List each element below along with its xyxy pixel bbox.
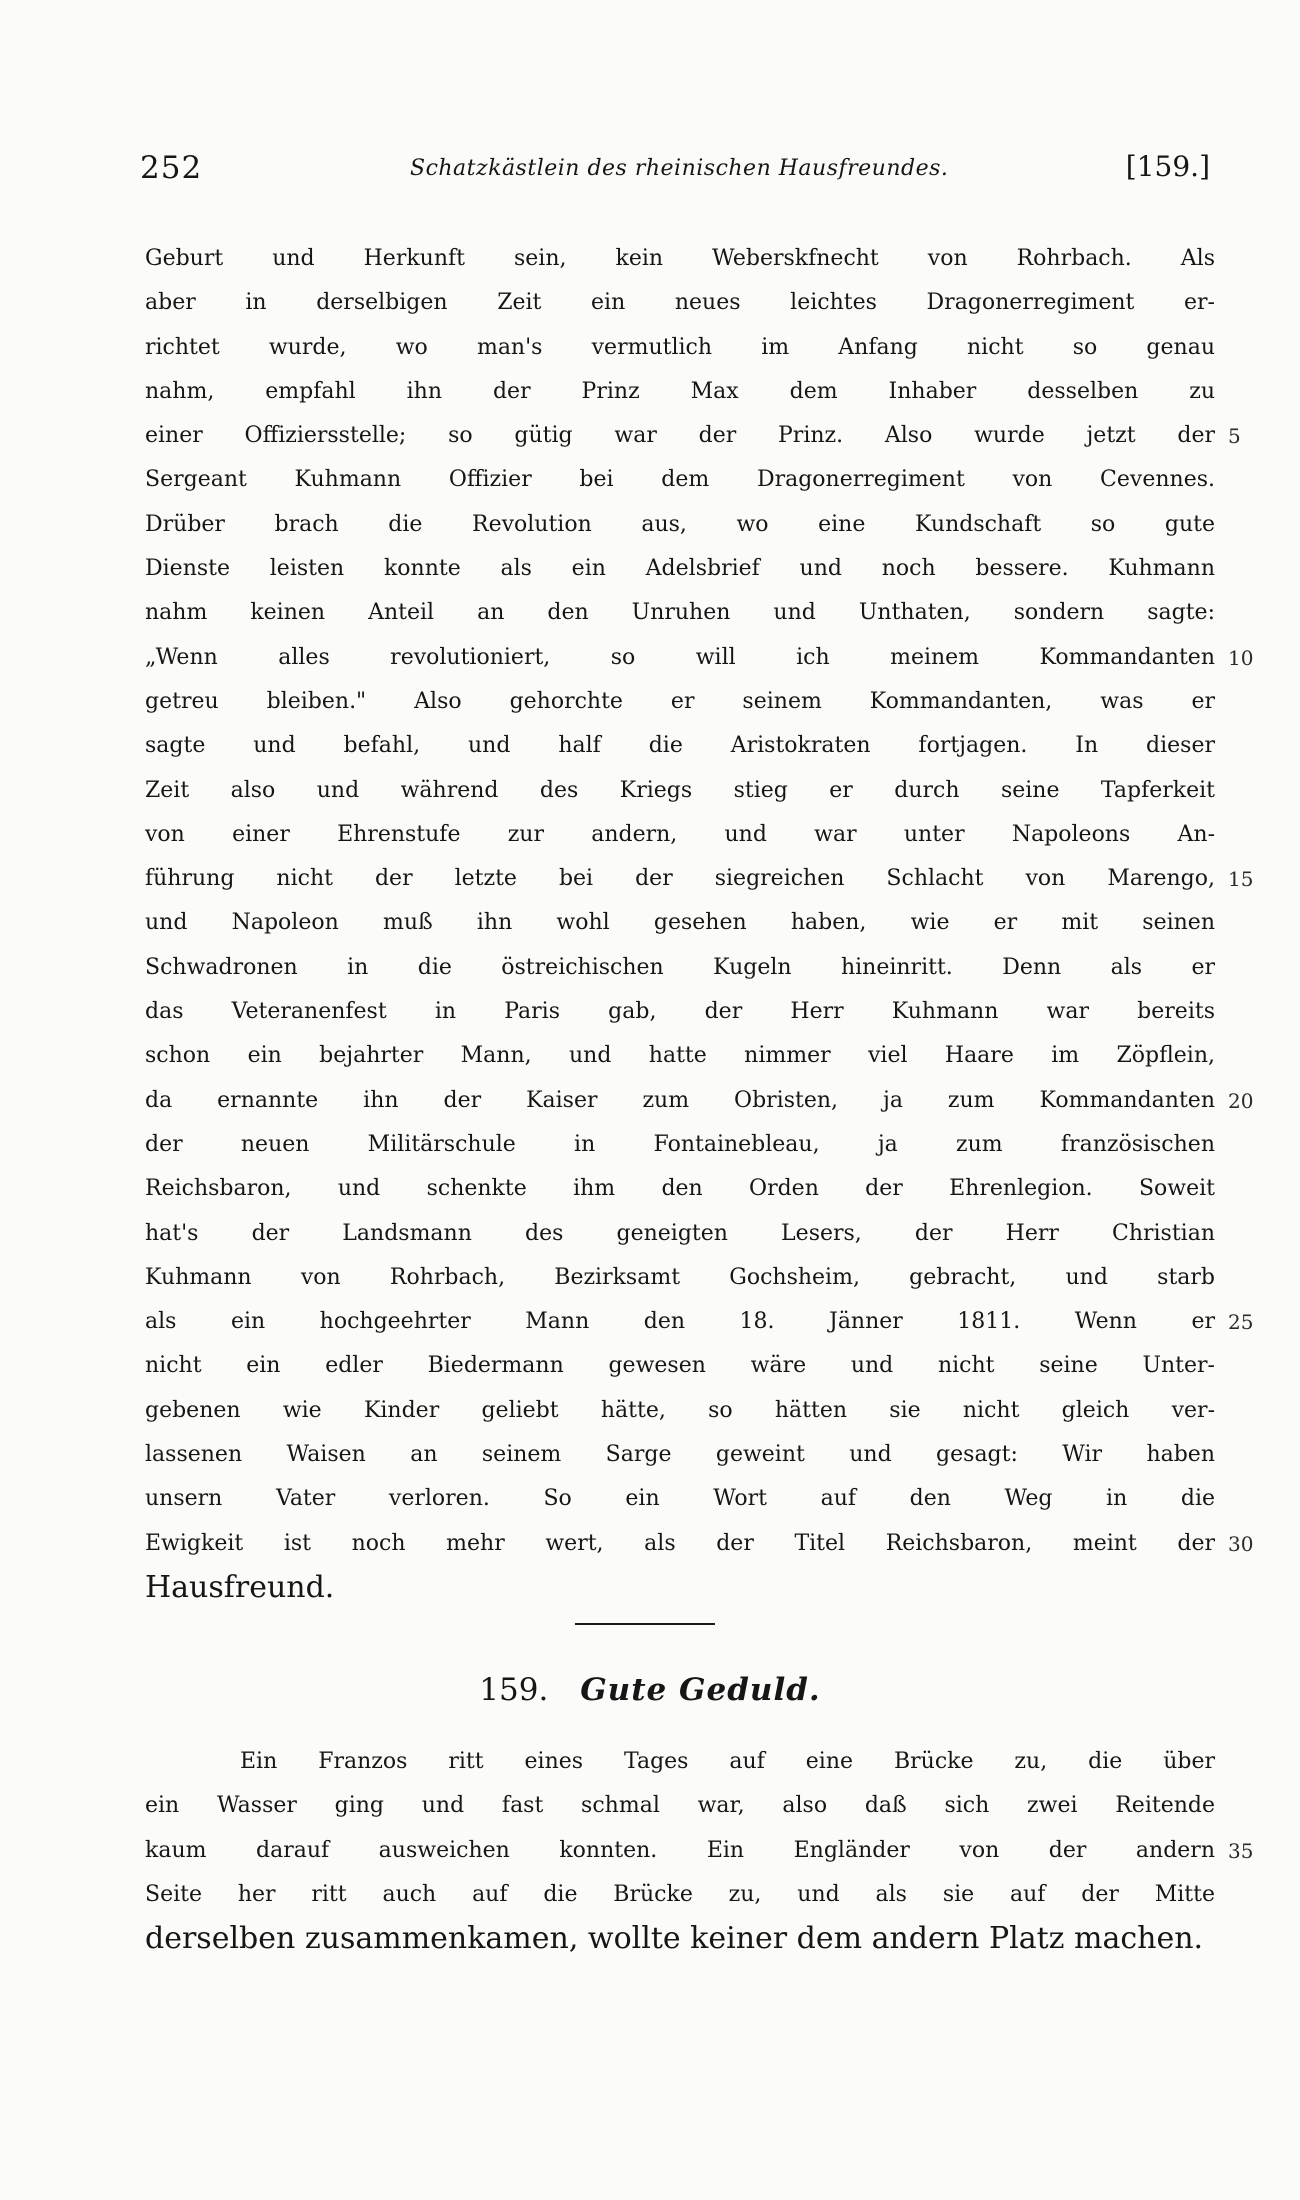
line-text: Zeit also und während des Kriegs stieg er durch seine Tapferkeit xyxy=(145,777,1215,803)
line-text: Ein Franzos ritt eines Tages auf eine Brücke zu, die über xyxy=(240,1749,1215,1774)
line-text: Ewigkeit ist noch mehr wert, als der Titel Reichsbaron, meint der xyxy=(145,1530,1215,1556)
paragraph-new-story xyxy=(145,1740,1254,1961)
line-text: ein Wasser ging und fast schmal war, also daß sich zwei Reitende xyxy=(145,1793,1215,1819)
section-heading xyxy=(0,1672,1300,1708)
line-number: 15 xyxy=(1228,867,1254,892)
text-line xyxy=(145,1433,1215,1477)
line-text: unsern Vater verloren. So ein Wort auf den Weg in die xyxy=(145,1486,1215,1512)
line-text: einer Offiziersstelle; so gütig war der Prinz. Also wurde jetzt der xyxy=(145,423,1215,449)
text-line xyxy=(145,458,1215,502)
text-line xyxy=(145,724,1215,768)
line-text: „Wenn alles revolutioniert, so will ich meinem Kommandanten xyxy=(145,644,1215,670)
line-text: Sergeant Kuhmann Offizier bei dem Dragonerregiment von Cevennes. xyxy=(145,467,1215,493)
text-line xyxy=(145,503,1215,547)
line-text: Kuhmann von Rohrbach, Bezirksamt Gochsheim, gebracht, und starb xyxy=(145,1264,1215,1290)
text-line xyxy=(145,547,1215,591)
line-number: 10 xyxy=(1228,645,1254,670)
line-number: 30 xyxy=(1228,1531,1254,1556)
text-line xyxy=(145,1522,1254,1566)
text-line xyxy=(145,326,1215,370)
line-text: nicht ein edler Biedermann gewesen wäre und nicht seine Unter- xyxy=(145,1353,1215,1379)
text-line xyxy=(145,1212,1215,1256)
text-line xyxy=(145,237,1215,281)
text-line xyxy=(145,1740,1215,1784)
line-text: und Napoleon muß ihn wohl gesehen haben, wie er mit seinen xyxy=(145,910,1215,936)
line-text: führung nicht der letzte bei der siegreichen Schlacht von Marengo, xyxy=(145,866,1215,892)
text-line xyxy=(145,990,1215,1034)
text-line xyxy=(145,1784,1215,1828)
text-line xyxy=(145,636,1254,680)
text-line xyxy=(145,1167,1215,1211)
line-text: als ein hochgeehrter Mann den 18. Jänner 1811. Wenn er xyxy=(145,1309,1215,1335)
text-line xyxy=(145,769,1215,813)
section-divider xyxy=(575,1623,715,1625)
line-text: kaum darauf ausweichen konnten. Ein Engländer von der andern xyxy=(145,1837,1215,1863)
line-number: 20 xyxy=(1228,1088,1254,1113)
line-text: Reichsbaron, und schenkte ihm den Orden der Ehrenlegion. Soweit xyxy=(145,1176,1215,1202)
text-line xyxy=(145,1873,1215,1917)
text-line xyxy=(145,680,1215,724)
text-line xyxy=(145,1344,1215,1388)
line-text: Geburt und Herkunft sein, kein Weberskfnecht von Rohrbach. Als xyxy=(145,246,1215,271)
section-number: 159. xyxy=(479,1672,549,1708)
line-text: derselben zusammenkamen, wollte keiner dem andern Platz machen. xyxy=(145,1921,1204,1957)
line-text: Drüber brach die Revolution aus, wo eine Kundschaft so gute xyxy=(145,511,1215,537)
text-line xyxy=(145,1256,1215,1300)
text-line xyxy=(145,1566,1215,1610)
text-line xyxy=(145,1917,1215,1961)
line-number: 35 xyxy=(1228,1838,1254,1863)
running-head xyxy=(140,150,1210,200)
line-text: von einer Ehrenstufe zur andern, und war unter Napoleons An- xyxy=(145,821,1215,847)
line-text: Dienste leisten konnte als ein Adelsbrief und noch bessere. Kuhmann xyxy=(145,556,1215,582)
line-text: nahm, empfahl ihn der Prinz Max dem Inhaber desselben zu xyxy=(145,378,1215,404)
text-line xyxy=(145,857,1254,901)
section-title: Gute Geduld. xyxy=(580,1672,821,1708)
line-text: das Veteranenfest in Paris gab, der Herr Kuhmann war bereits xyxy=(145,999,1215,1025)
paragraph-continued xyxy=(145,237,1254,1610)
text-line xyxy=(145,1477,1215,1521)
page-number: 252 xyxy=(140,150,203,186)
line-text: gebenen wie Kinder geliebt hätte, so hätten sie nicht gleich ver- xyxy=(145,1397,1215,1423)
text-line xyxy=(145,591,1215,635)
line-text: der neuen Militärschule in Fontainebleau, ja zum französischen xyxy=(145,1131,1215,1157)
text-line xyxy=(145,1829,1254,1873)
text-line xyxy=(145,946,1215,990)
text-line xyxy=(145,901,1215,945)
text-line xyxy=(145,1389,1215,1433)
line-number: 5 xyxy=(1228,424,1241,449)
text-line xyxy=(145,414,1241,458)
text-line xyxy=(145,370,1215,414)
line-text: getreu bleiben." Also gehorchte er seinem Kommandanten, was er xyxy=(145,688,1215,714)
line-text: richtet wurde, wo man's vermutlich im Anfang nicht so genau xyxy=(145,334,1215,360)
line-text: da ernannte ihn der Kaiser zum Obristen, ja zum Kommandanten xyxy=(145,1087,1215,1113)
text-line xyxy=(145,1300,1254,1344)
line-text: Schwadronen in die östreichischen Kugeln hineinritt. Denn als er xyxy=(145,954,1215,980)
text-line xyxy=(145,813,1215,857)
line-text: sagte und befahl, und half die Aristokraten fortjagen. In dieser xyxy=(145,733,1215,759)
text-line xyxy=(145,1034,1215,1078)
text-line xyxy=(145,1123,1215,1167)
line-text: nahm keinen Anteil an den Unruhen und Unthaten, sondern sagte: xyxy=(145,600,1215,626)
section-reference: [159.] xyxy=(1125,150,1210,183)
line-text: schon ein bejahrter Mann, und hatte nimmer viel Haare im Zöpflein, xyxy=(145,1043,1215,1069)
line-text: hat's der Landsmann des geneigten Lesers, der Herr Christian xyxy=(145,1220,1215,1246)
line-text: Hausfreund. xyxy=(145,1569,335,1605)
text-line xyxy=(145,281,1215,325)
line-number: 25 xyxy=(1228,1310,1254,1335)
line-text: Seite her ritt auch auf die Brücke zu, und als sie auf der Mitte xyxy=(145,1881,1215,1907)
text-line xyxy=(145,1079,1254,1123)
line-text: lassenen Waisen an seinem Sarge geweint und gesagt: Wir haben xyxy=(145,1442,1215,1468)
running-title: Schatzkästlein des rheinischen Hausfreundes. xyxy=(410,156,949,181)
line-text: aber in derselbigen Zeit ein neues leichtes Dragonerregiment er- xyxy=(145,290,1215,316)
